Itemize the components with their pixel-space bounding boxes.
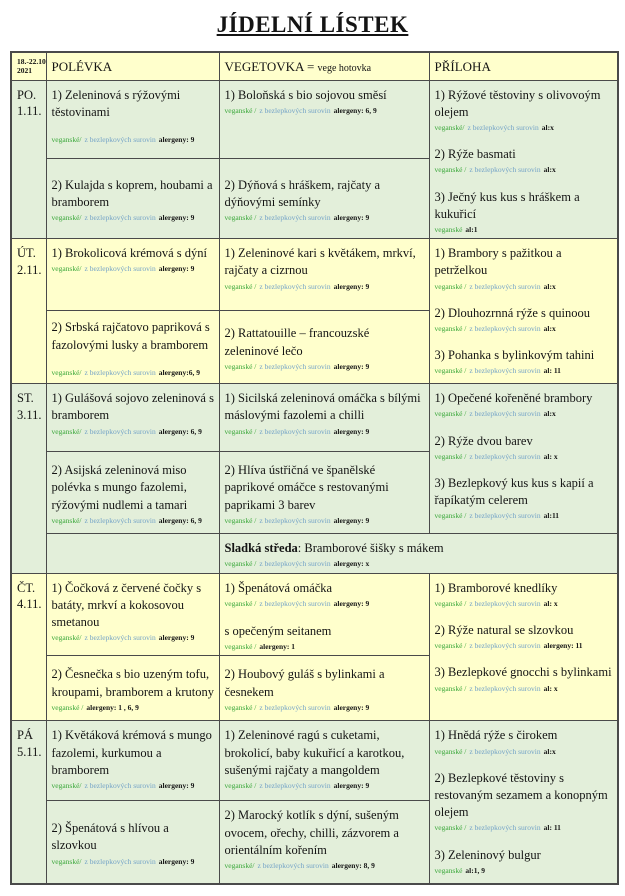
diet-tag: veganské/ z bezlepkových surovin alergeny:6, 9: [51, 367, 200, 377]
side-item: [435, 387, 614, 419]
dish-name: 2) Marocký kotlík s dýní, sušeným ovocem, ořechy, chilli, zázvorem a orientálním kořením: [224, 808, 399, 857]
side-item: [435, 242, 614, 292]
side-cell: [429, 384, 618, 534]
diet-tag: veganské / z bezlepkových surovin alergeny: 9: [224, 781, 370, 790]
side-item: [435, 619, 614, 651]
dish-name: 2) Srbská rajčatovo papriková s fazolovými lusky a bramborem: [51, 320, 210, 352]
day-abbr: PO.: [17, 87, 37, 102]
dish-name: 1) Bramborové knedlíky: [434, 580, 558, 595]
side-item: [435, 661, 614, 693]
diet-tag: veganské / z bezlepkových surovin al: x: [434, 683, 558, 693]
day-date: 2.11.: [17, 263, 42, 277]
dish-name: 1) Gulášová sojovo zeleninová s bramborem: [51, 391, 214, 423]
diet-tag: veganské / z bezlepkových surovin al: x: [434, 451, 558, 461]
diet-tag: veganské/ z bezlepkových surovin alergeny: 9: [51, 781, 195, 790]
day-date: 5.11.: [17, 745, 42, 760]
dish-name: 1) Rýžové těstoviny s olivovoým olejem: [434, 87, 601, 119]
diet-tag: veganské / z bezlepkových surovin al:x: [434, 281, 556, 291]
dish-name: 2) Dlouhozrnná rýže s quinoou: [434, 305, 591, 320]
diet-tag: veganské / z bezlepkových surovin al: x: [434, 598, 558, 608]
soup-cell: [46, 452, 219, 534]
soup-cell: [46, 573, 219, 656]
dish-name: 2) Česnečka s bio uzeným tofu, kroupami, bramborem a krutony: [51, 667, 214, 699]
date-range-line2: 2021: [17, 66, 32, 76]
diet-tag: veganské/ z bezlepkových surovin alergeny: 9: [51, 856, 195, 866]
day-cell-monday: [11, 80, 46, 239]
dish-name: 1) Zeleninové ragú s cuketami, brokolicí, baby kukuřicí a karotkou, sušenými rajčaty a mangoldem: [224, 728, 405, 777]
side-item: [435, 84, 614, 134]
dish-name: 3) Ječný kus kus s hráškem a kukuřicí: [434, 189, 580, 221]
diet-tag: veganské / z bezlepkových surovin alergeny: 9: [224, 598, 370, 608]
diet-tag: veganské / z bezlepkových surovin al:11: [434, 511, 560, 521]
diet-tag: veganské/ z bezlepkových surovin alergeny: 9: [51, 135, 195, 144]
side-item: [435, 577, 614, 609]
dish-name: 1) Boloňská s bio sojovou směsí: [224, 87, 387, 102]
soup-cell: [46, 239, 219, 311]
dish-name: 1) Čočková z červené čočky s batáty, mrkví a kokosovou smetanou: [51, 580, 202, 629]
vege-cell: [219, 239, 429, 311]
soup-cell: [46, 656, 219, 721]
diet-tag: veganské / z bezlepkových surovin al: 11: [434, 823, 561, 833]
diet-tag: veganské / z bezlepkových surovin al:x: [434, 409, 556, 419]
diet-tag: veganské / z bezlepkových surovin alergeny: x: [224, 559, 370, 569]
side-item: [435, 767, 614, 834]
dish-name: 2) Rýže basmati: [434, 147, 516, 162]
date-range-cell: [11, 52, 46, 80]
soup-cell: [46, 384, 219, 452]
side-item: [435, 143, 614, 175]
diet-tag: veganské / z bezlepkových surovin alergeny: 9: [224, 702, 370, 712]
dish-name: 1) Sicilská zeleninová omáčka s bílými máslovými fazolemi a chilli: [224, 391, 421, 423]
vege-cell: [219, 384, 429, 452]
dish-name: 2) Asijská zeleninová miso polévka s mungo fazolemi, rýžovými nudlemi a tamari: [51, 463, 188, 512]
date-range-line1: 18.-22.10: [17, 57, 46, 66]
vege-header-sub: vege hotovka: [317, 63, 372, 74]
dish-name: 1) Hnědá rýže s čirokem: [434, 728, 558, 743]
day-abbr: ÚT.: [17, 246, 36, 261]
day-cell-friday: [11, 721, 46, 884]
side-item: [435, 844, 614, 876]
diet-tag: veganské / z bezlepkových surovin alergeny: 9: [224, 213, 370, 223]
day-cell-wednesday: [11, 384, 46, 573]
soup-cell: [46, 311, 219, 384]
dish-name: 1) Zeleninové kari s květákem, mrkví, rajčaty a cizrnou: [224, 246, 416, 278]
wednesday-sweet-row: [11, 534, 618, 573]
day-cell-tuesday: [11, 239, 46, 384]
day-date: 3.11.: [17, 408, 42, 422]
sweet-wednesday-cell: [219, 534, 618, 573]
dish-name: 2) Rýže natural se slzovkou: [434, 622, 574, 637]
vege-cell: [219, 721, 429, 801]
dish-name: 2) Bezlepkové těstoviny s restovaným sezamem a konopným olejem: [434, 770, 608, 820]
diet-tag: veganské / alergeny: 1: [224, 642, 295, 652]
diet-tag: veganské / z bezlepkových surovin alergeny: 6, 9: [224, 105, 377, 115]
diet-tag: veganské/ z bezlepkových surovin alergeny: 6, 9: [51, 515, 202, 525]
friday-row-1: [11, 721, 618, 801]
diet-tag: veganské/ z bezlepkových surovin al:x: [434, 123, 554, 132]
diet-tag: veganské/ z bezlepkových surovin alergeny: 9: [51, 213, 195, 223]
day-abbr: ČT.: [17, 580, 36, 595]
dish-name: 2) Rattatouille – francouzské zeleninové lečo: [224, 326, 370, 358]
side-cell: [429, 80, 618, 239]
vege-cell: [219, 656, 429, 721]
sweet-wednesday-text: Sladká středa: Bramborové šišky s mákem: [224, 541, 444, 556]
day-date: 1.11.: [17, 104, 42, 119]
side-item: [435, 302, 614, 334]
vege-header-main: VEGETOVKA =: [224, 59, 315, 74]
dish-name: 3) Bezlepkové gnocchi s bylinkami: [434, 665, 612, 680]
dish-name: 2) Kulajda s koprem, houbami a bramborem: [51, 177, 213, 210]
diet-tag: veganské/ z bezlepkových surovin alergeny: 6, 9: [51, 426, 202, 436]
diet-tag: veganské / z bezlepkových surovin alergeny: 9: [224, 515, 370, 525]
thursday-row-1: [11, 573, 618, 656]
day-cell-thursday: [11, 573, 46, 721]
diet-tag: veganské al:1, 9: [434, 865, 485, 875]
soup-cell: [46, 80, 219, 159]
soup-cell: [46, 159, 219, 239]
dish-name: 3) Bezlepkový kus kus s kapií a řapíkatým celerem: [434, 475, 594, 508]
dish-name: 2) Špenátová s hlívou a slzovkou: [51, 821, 169, 853]
diet-tag: veganské / z bezlepkových surovin alergeny: 11: [434, 641, 583, 651]
soup-cell: [46, 721, 219, 801]
dish-name: 2) Hlíva ústřičná ve španělské paprikové omáčce s restovanými paprikami 3 barev: [224, 463, 389, 512]
dish-name: 1) Květáková krémová s mungo fazolemi, kurkumou a bramborem: [51, 728, 212, 777]
dish-name: 1) Brokolicová krémová s dýní: [51, 246, 208, 261]
side-cell: [429, 573, 618, 721]
diet-tag: veganské/ z bezlepkových surovin alergeny: 9: [51, 633, 195, 643]
dish-name: 1) Opečené kořeněné brambory: [434, 391, 593, 406]
diet-tag: veganské al:1: [434, 225, 478, 234]
diet-tag: veganské / z bezlepkových surovin al:x: [434, 746, 556, 756]
dish-name: 2) Rýže dvou barev: [434, 433, 533, 448]
page-title: JÍDELNÍ LÍSTEK: [216, 12, 409, 37]
side-cell: [429, 721, 618, 884]
dish-name: 2) Houbový guláš s bylinkami a česnekem: [224, 667, 385, 699]
column-header-vege: [219, 52, 429, 80]
wednesday-row-1: [11, 384, 618, 452]
diet-tag: veganské / z bezlepkových surovin al:x: [434, 324, 556, 333]
side-item: [435, 430, 614, 462]
header-row: [11, 52, 618, 80]
dish-name: 1) Brambory s pažitkou a petrželkou: [434, 246, 562, 278]
column-header-soup: POLÉVKA: [46, 52, 219, 80]
column-header-side: PŘÍLOHA: [429, 52, 618, 80]
vege-cell: [219, 801, 429, 884]
side-item: [435, 472, 614, 522]
day-abbr: ST.: [17, 391, 34, 406]
diet-tag: veganské/ z bezlepkových surovin alergeny: 9: [51, 264, 195, 274]
soup-cell: [46, 801, 219, 884]
vege-cell: [219, 311, 429, 384]
diet-tag: veganské / alergeny: 1 , 6, 9: [51, 702, 139, 712]
dish-name: 1) Špenátová omáčka: [224, 580, 333, 595]
diet-tag: veganské / z bezlepkových surovin alergeny: 9: [224, 361, 370, 371]
side-cell: [429, 239, 618, 384]
diet-tag: veganské / z bezlepkových surovin alergeny: 9: [224, 281, 370, 291]
diet-tag: veganské / z bezlepkových surovin alergeny: 9: [224, 426, 370, 436]
dish-name: 2) Dýňová s hráškem, rajčaty a dýňovými semínky: [224, 177, 380, 210]
tuesday-row-1: [11, 239, 618, 311]
vege-cell: [219, 452, 429, 534]
diet-tag: veganské/ z bezlepkových surovin alergeny: 8, 9: [224, 861, 375, 870]
dish-name: s opečeným seitanem: [224, 623, 332, 638]
menu-table: [10, 51, 619, 885]
dish-name: 3) Pohanka s bylinkovým tahini: [434, 348, 595, 363]
vege-cell: [219, 80, 429, 159]
empty-cell: [46, 534, 219, 573]
vege-cell: [219, 573, 429, 656]
side-item: [435, 724, 614, 756]
side-item: [435, 344, 614, 376]
diet-tag: veganské / z bezlepkových surovin al: 11: [434, 366, 561, 376]
day-date: 4.11.: [17, 597, 42, 612]
diet-tag: veganské / z bezlepkových surovin al:x: [434, 165, 556, 175]
vege-cell: [219, 159, 429, 239]
side-item: [435, 186, 614, 236]
day-abbr: PÁ: [17, 728, 33, 743]
dish-name: 3) Zeleninový bulgur: [434, 847, 541, 862]
dish-name: 1) Zeleninová s rýžovými těstovinami: [51, 87, 181, 119]
monday-row-1: [11, 80, 618, 159]
